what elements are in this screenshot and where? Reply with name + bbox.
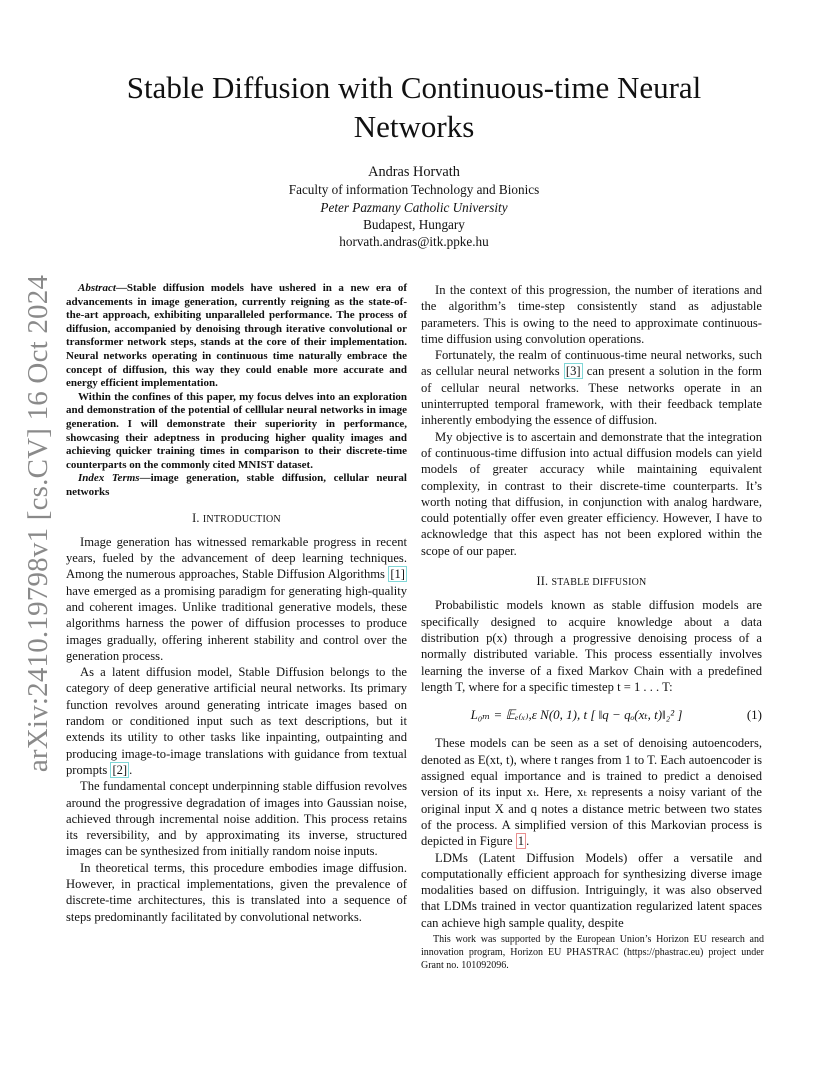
index-terms-text: —image generation, stable diffusion, cellular neural networks	[66, 472, 407, 498]
intro-paragraph-4: In theoretical terms, this procedure embodies image diffusion. However, in practical implementations, given the prevalence of discrete-time architectures, this is translated into a sequence of steps predominantly facilitated by convolutional networks.	[66, 860, 407, 924]
sd-p2-text-a: These models can be seen as a set of denoising autoencoders, denoted as E(xt, t), where t ranges from 1 to T. Each autoencoder is assigned equal importance and is trained to predict a denoised version of its input xₜ. Here, xₜ represents a noisy variant of the original input X and q notes a distance metric between two states of the process. A simplified version of this Markovian process is depicted in Figure	[421, 736, 762, 849]
right-intro-body	[421, 282, 762, 559]
equation-number: (1)	[746, 707, 762, 723]
intro-p1-text-b: have emerged as a promising paradigm for generating high-quality and coherent images. Unlike traditional generative models, these algorithms harness the power of diffusion processes to produce images gradually, offering inherent stability and control over the generation process.	[66, 583, 407, 663]
stable-diffusion-body	[421, 597, 762, 931]
section-title: STABLE DIFFUSION	[551, 577, 647, 589]
footnote-text: This work was supported by the European Union’s Horizon EU research and innovation program, Horizon EU PHASTRAC (https://phastrac.eu) project under Grant no. 101092096.	[421, 934, 764, 971]
author-university: Peter Pazmany Catholic University	[320, 199, 508, 215]
author-email: horvath.andras@itk.ppke.hu	[339, 234, 489, 250]
intro-p2-text-a: As a latent diffusion model, Stable Diffusion belongs to the category of deep generative artificial neural networks. Its primary function revolves around generating intricate images based on random or conditioned input such as text descriptions, but it extends its utility to other tasks like inpainting, outpainting and producing image-to-image translations with guidance from textual prompts	[66, 665, 407, 777]
figure-link-1[interactable]: 1	[517, 834, 525, 849]
funding-footnote	[421, 934, 764, 972]
index-terms	[66, 472, 407, 499]
arxiv-id-text: arXiv:2410.19798v1 [cs.CV] 16 Oct 2024	[22, 274, 55, 772]
intro-p2-text-b: .	[129, 762, 133, 777]
sd-paragraph-2	[421, 735, 762, 849]
arxiv-identifier	[22, 274, 56, 772]
paper-title: Stable Diffusion with Continuous-time Neural Networks	[126, 70, 702, 144]
section-heading-stable-diffusion	[421, 573, 762, 591]
abstract-label: Abstract	[78, 282, 116, 294]
sd-paragraph-3: LDMs (Latent Diffusion Models) offer a versatile and computationally efficient approach for synthesizing diverse image modalities based on diffusion. Intriguingly, it was also observed that LDMs trained in vector quantization regularized latent spaces can achieve high sample quality, despite	[421, 850, 762, 930]
intro-paragraph-3: The fundamental concept underpinning stable diffusion revolves around the progressive degradation of images into Gaussian noise, achieved through incremental noise addition. This process retains its reversibility, and by approximating its inverse, structured images can be synthesized from initially random noise inputs.	[66, 779, 407, 859]
section-number: I.	[192, 510, 203, 525]
author-location: Budapest, Hungary	[363, 216, 465, 232]
sd-p2-text-b: .	[526, 834, 530, 849]
citation-link-3[interactable]: [3]	[565, 364, 581, 379]
abstract-text-1: —Stable diffusion models have ushered in a new era of advancements in image generation, currently reigning as the state-of-the-art approach, exhibiting unparalleled performance. The process of diffusion, accompanied by denoising through iterative convolutional or transformer network steps, stands at the core of their implementation. Neural networks operating in continuous time naturally embrace the concept of diffusion, this way they could enable more accurate and energy efficient implementation.	[66, 282, 407, 390]
author-block	[200, 164, 628, 250]
intro-p1-text-a: Image generation has witnessed remarkable progress in recent years, fueled by the advancement of deep learning techniques. Among the numerous approaches, Stable Diffusion Algorithms	[66, 534, 407, 582]
right-paragraph-1: In the context of this progression, the number of iterations and the algorithm’s time-step consistently stand as adjustable parameters. This is owing to the need to approximate continuous-time diffusion using convolution operations.	[421, 283, 762, 346]
citation-link-1[interactable]: [1]	[390, 567, 405, 582]
equation-body: L₀ₘ = 𝔼ₑ₍ₓ₎,ε N(0, 1), t [ ‖q − qₒ(xₜ, t)‖₂² ]	[470, 707, 683, 723]
abstract	[66, 282, 407, 500]
intro-paragraph-2	[66, 664, 407, 778]
right-p2-text-b: can present a solution in the form of cellular neural networks. These networks operate in an uninterrupted temporal framework, with their feedback template inherently embodying the essence of diffusion.	[421, 364, 762, 428]
index-terms-label: Index Terms	[78, 472, 140, 485]
abstract-paragraph-1	[66, 282, 407, 391]
right-paragraph-2	[421, 347, 762, 428]
section-title: INTRODUCTION	[202, 513, 281, 525]
abstract-paragraph-2: Within the confines of this paper, my focus delves into an exploration and demonstration of the potential of celllular neural networks in image generation. I will demonstrate their superiority in performance, showcasing their adeptness in producing higher quality images and achieving quicker training times in comparison to their discrete-time counterparts on the commonly cited MNIST dataset.	[66, 390, 407, 471]
author-affiliation: Faculty of information Technology and Bionics	[288, 182, 540, 198]
sd-paragraph-1: Probabilistic models known as stable diffusion models are specifically designed to acquire knowledge about a data distribution p(x) through a progressive denoising process of a normally distributed variable. This process essentially involves learning the inverse of a fixed Markov Chain with a predefined length T, where for a specific timestep t = 1 . . . T:	[421, 598, 762, 694]
section-heading-introduction	[66, 510, 407, 528]
equation-1	[421, 707, 762, 723]
author-name: Andras Horvath	[368, 164, 460, 180]
left-column	[66, 282, 407, 925]
right-paragraph-3: My objective is to ascertain and demonstrate that the integration of continuous-time diffusion into actual diffusion models can yield models of greater accuracy while maintaining equivalent complexity, in contrast to their discrete-time counterparts. It’s worth noting that diffusion, in conjunction with analog hardware, could potentially offer even greater efficiency. However, I have to acknowledge that this aspect has not been explored within the scope of our paper.	[421, 429, 762, 558]
citation-link-2[interactable]: [2]	[112, 762, 128, 777]
right-column	[421, 282, 762, 931]
section-number: II.	[536, 574, 552, 589]
introduction-body	[66, 534, 407, 925]
right-p2-text-a: Fortunately, the realm of continuous-time neural networks, such as cellular neural networks	[421, 348, 762, 379]
intro-paragraph-1	[66, 534, 407, 664]
